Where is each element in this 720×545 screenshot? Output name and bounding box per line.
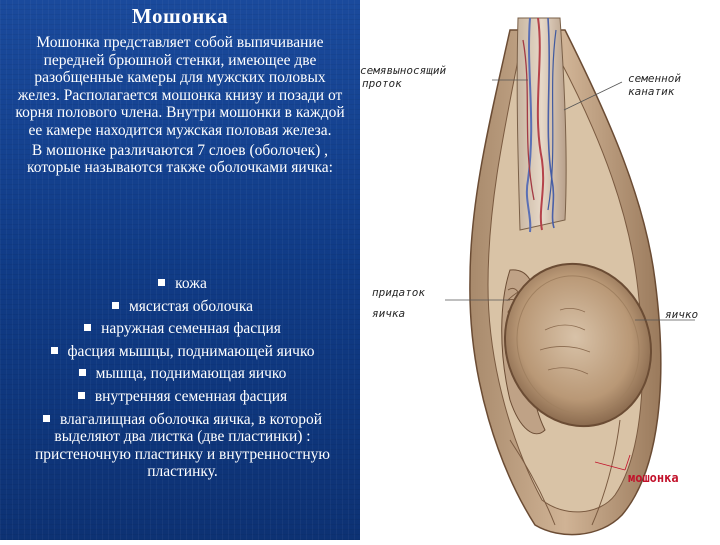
list-item (10, 343, 355, 361)
layer-label: кожа (175, 275, 207, 292)
layer-label: наружная семенная фасция (101, 320, 281, 338)
bullet-icon (84, 324, 91, 331)
label-spermatic-cord: семенной канатик (628, 72, 681, 98)
list-item (10, 365, 355, 383)
list-item (10, 298, 355, 316)
bullet-icon (43, 415, 50, 422)
layer-label: влагалищная оболочка яичка, в которой выделяют два листка (две пластинки) : пристеночную пластинку и внутренностную пластинку. (34, 410, 331, 481)
bullet-icon (79, 369, 86, 376)
label-scrotum: мошонка (628, 471, 679, 485)
label-epididymis: придаток яичка (372, 286, 425, 320)
list-item (10, 411, 355, 481)
list-item (10, 275, 355, 293)
layers-list (10, 275, 355, 486)
layers-lead: В мошонке различаются 7 слоев (оболочек) , которые называются также оболочками яичка: (26, 141, 333, 177)
bullet-icon (78, 392, 85, 399)
layer-label: мышца, поднимающая яичко (95, 365, 287, 383)
list-item (10, 388, 355, 406)
layer-label: внутренняя семенная фасция (94, 387, 288, 405)
intro-block (12, 34, 348, 177)
text-panel (0, 0, 360, 540)
list-item (10, 320, 355, 338)
anatomy-figure (360, 0, 720, 540)
slide-title: Мошонка (131, 4, 229, 28)
label-testis: яичко (665, 308, 699, 321)
bullet-icon (51, 347, 58, 354)
bullet-icon (112, 302, 119, 309)
layer-label: мясистая оболочка (128, 297, 254, 315)
intro-paragraph: Мошонка представляет собой выпячивание передней брюшной стенки, имеющее две разобщенные камеры для мужских половых желез. Располагается мошонка книзу и позади от корня полового члена. Внутри мошонки в каждой ее камере находится мужская половая железа. (15, 34, 345, 139)
layer-label: фасция мышцы, поднимающей яичко (67, 342, 315, 360)
label-vas-deferens: семявыносящий проток (360, 64, 447, 90)
bullet-icon (158, 279, 165, 286)
